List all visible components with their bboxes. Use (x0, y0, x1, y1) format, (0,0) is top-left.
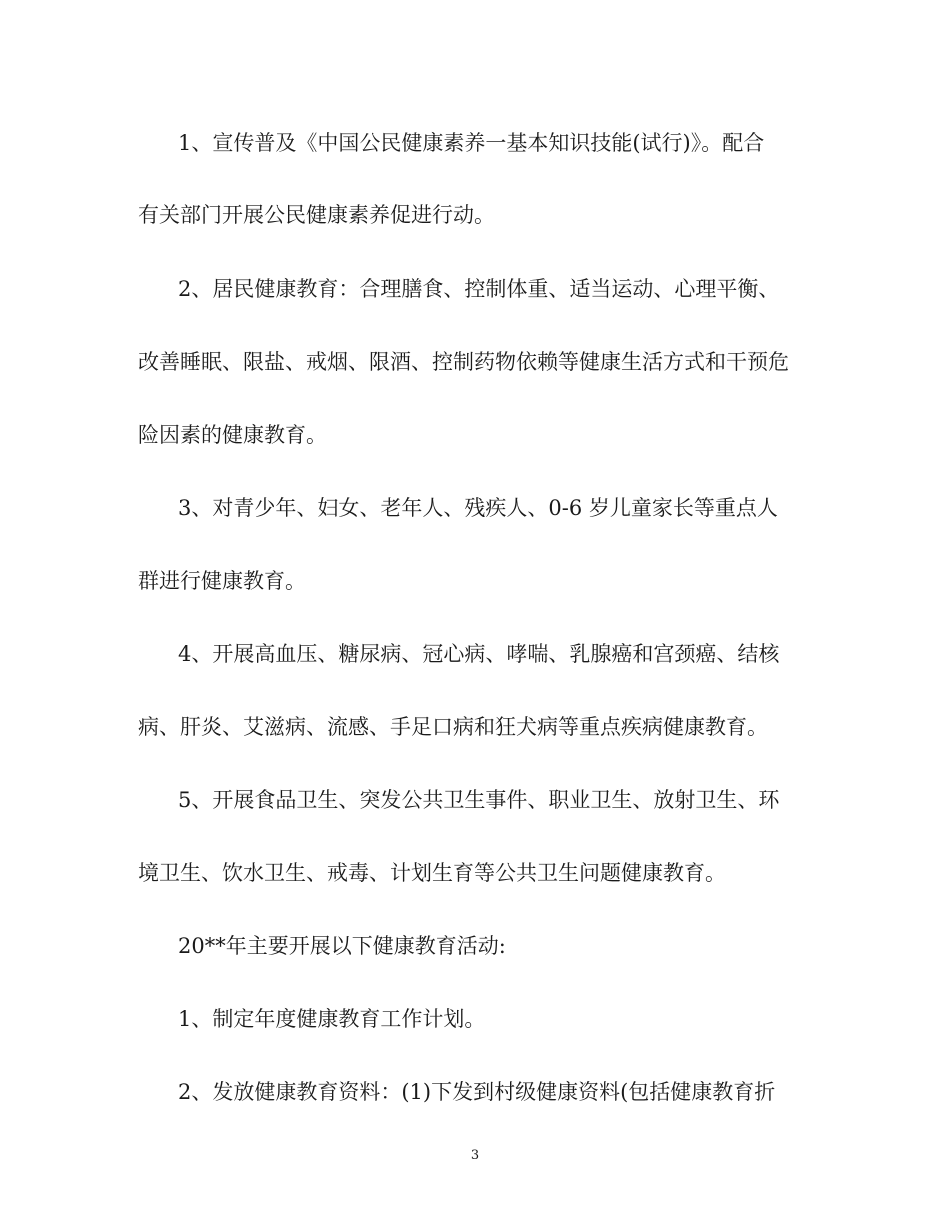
paragraph-line: 1、制定年度健康教育工作计划。 (178, 1007, 486, 1031)
paragraph-line: 2、居民健康教育：合理膳食、控制体重、适当运动、心理平衡、 (178, 277, 780, 301)
paragraph-line: 2、发放健康教育资料：(1)下发到村级健康资料(包括健康教育折 (178, 1080, 776, 1104)
paragraph-line: 群进行健康教育。 (138, 569, 306, 593)
paragraph-line: 有关部门开展公民健康素养促进行动。 (138, 203, 495, 227)
page-number: 3 (470, 1148, 480, 1163)
paragraph-line: 1、宣传普及《中国公民健康素养一基本知识技能(试行)》。配合 (178, 131, 765, 155)
paragraph-line: 境卫生、饮水卫生、戒毒、计划生育等公共卫生问题健康教育。 (138, 861, 726, 885)
paragraph-line: 改善睡眠、限盐、戒烟、限酒、控制药物依赖等健康生活方式和干预危 (138, 350, 789, 374)
paragraph-line: 4、开展高血压、糖尿病、冠心病、哮喘、乳腺癌和宫颈癌、结核 (178, 642, 780, 666)
paragraph-line: 3、对青少年、妇女、老年人、残疾人、0-6 岁儿童家长等重点人 (178, 496, 778, 520)
section-heading: 20**年主要开展以下健康教育活动: (178, 934, 506, 958)
paragraph-line: 5、开展食品卫生、突发公共卫生事件、职业卫生、放射卫生、环 (178, 788, 780, 812)
paragraph-line: 险因素的健康教育。 (138, 423, 327, 447)
paragraph-line: 病、肝炎、艾滋病、流感、手足口病和狂犬病等重点疾病健康教育。 (138, 715, 768, 739)
